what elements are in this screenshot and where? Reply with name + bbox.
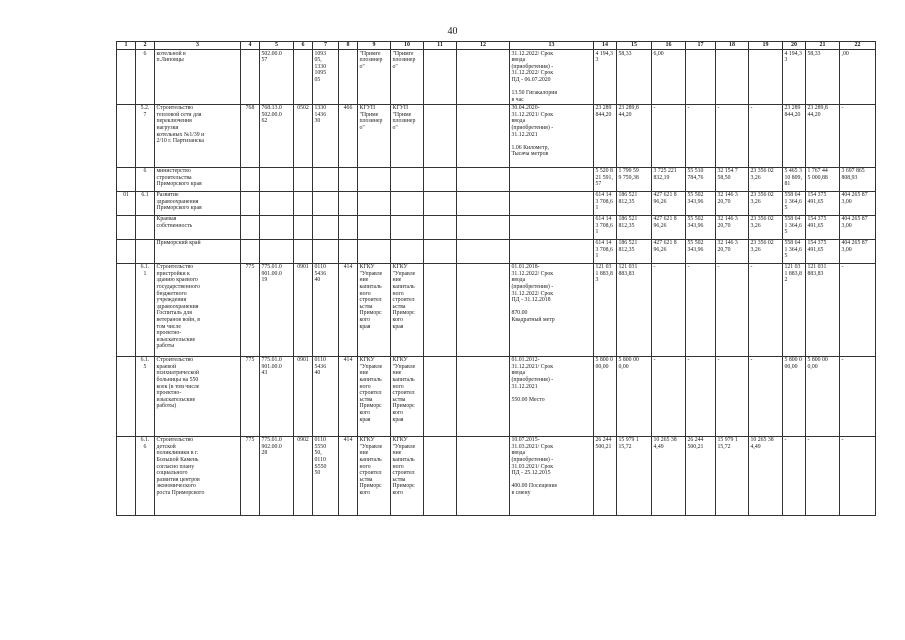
table-cell bbox=[457, 263, 510, 356]
table-cell: 404 265 87 3,00 bbox=[840, 191, 876, 215]
table-cell: Строительство детской поликлиники в г. Большой Камень согласно плану социального развития центров экономического роста Приморского bbox=[155, 436, 241, 515]
table-cell bbox=[339, 239, 358, 263]
table-cell: 4 194,3 3 bbox=[783, 50, 806, 105]
table-cell: Краевая собственность bbox=[155, 215, 241, 239]
table-cell bbox=[424, 356, 457, 436]
table-cell: 404 265 87 3,00 bbox=[840, 215, 876, 239]
table-cell: Развитие здравоохранения Приморского края bbox=[155, 191, 241, 215]
table-cell bbox=[313, 191, 339, 215]
table-cell bbox=[117, 167, 136, 191]
table-row bbox=[117, 104, 876, 167]
table-cell: 01.01.2018- 31.12.2022/ Срок ввода (приобретения) - 31.12.2022/ Срок ПД - 31.12.2018 870.00 Квадратный метр bbox=[510, 263, 594, 356]
table-cell: 10.07.2015- 31.03.2021/ Срок ввода (приобретения) - 31.03.2021/ Срок ПД - 25.12.2015 400.00 Посещение в смену bbox=[510, 436, 594, 515]
table-cell: 775 bbox=[241, 436, 260, 515]
table-cell bbox=[686, 50, 716, 105]
table-cell: 6.1. 6 bbox=[136, 436, 155, 515]
header-cell: 4 bbox=[241, 42, 260, 50]
header-cell: 2 bbox=[136, 42, 155, 50]
table-cell: 26 244 500,21 bbox=[594, 436, 617, 515]
table-cell bbox=[749, 50, 783, 105]
table-cell: 775.01.0 901.00.0 19 bbox=[260, 263, 294, 356]
table-cell bbox=[424, 104, 457, 167]
table-cell: 23 356 02 3,26 bbox=[749, 191, 783, 215]
table-cell bbox=[260, 191, 294, 215]
table-cell: 6.1. 1 bbox=[136, 263, 155, 356]
header-cell: 18 bbox=[716, 42, 749, 50]
table-cell bbox=[716, 50, 749, 105]
header-cell: 11 bbox=[424, 42, 457, 50]
table-cell: Строительство пристройки к зданию краевого государственного бюджетного учреждения здравоохранения Госпиталь для ветеранов войн, в том числе проектно- изыскательские работы bbox=[155, 263, 241, 356]
table-cell: КГКУ "Управле ние капиталь ного строител ьства Приморс кого края bbox=[358, 356, 391, 436]
table-cell: 0110 5436 40 bbox=[313, 263, 339, 356]
table-cell: 1093 05, 1330 1095 05 bbox=[313, 50, 339, 105]
table-cell: Строительство краевой психиатрической больницы на 550 коек (в том числе проектно- изыскательские работы) bbox=[155, 356, 241, 436]
table-cell: 55 502 343,96 bbox=[686, 191, 716, 215]
header-cell: 9 bbox=[358, 42, 391, 50]
table-cell: 6.1 bbox=[136, 191, 155, 215]
table-cell: 414 bbox=[339, 263, 358, 356]
table-cell: КГУП "Приме плозинер о" bbox=[358, 104, 391, 167]
table-cell: 0902 bbox=[294, 436, 313, 515]
table-cell: 775.01.0 902.00.0 28 bbox=[260, 436, 294, 515]
table-cell: 1330 1436 30 bbox=[313, 104, 339, 167]
table-cell: 32 154 7 58,50 bbox=[716, 167, 749, 191]
table-cell: КГКУ "Управле ние капиталь ного строител ьства Приморс кого края bbox=[391, 263, 424, 356]
table-cell: 58,33 bbox=[617, 50, 652, 105]
table-cell bbox=[313, 239, 339, 263]
table-cell bbox=[457, 104, 510, 167]
table-cell bbox=[117, 436, 136, 515]
table-cell: 1 799 59 9 759,38 bbox=[617, 167, 652, 191]
table-cell bbox=[358, 191, 391, 215]
header-cell: 1 bbox=[117, 42, 136, 50]
header-cell: 17 bbox=[686, 42, 716, 50]
table-cell bbox=[241, 50, 260, 105]
table-cell: министерство строительства Приморского края bbox=[155, 167, 241, 191]
table-cell bbox=[260, 239, 294, 263]
table-cell: 58,33 bbox=[806, 50, 840, 105]
table-cell: 404 265 87 3,00 bbox=[840, 239, 876, 263]
table-cell: 0502 bbox=[294, 104, 313, 167]
table-cell bbox=[313, 215, 339, 239]
table-cell: 558 64 1 364,6 5 bbox=[783, 191, 806, 215]
table-cell: 121 03 1 883,8 2 bbox=[783, 263, 806, 356]
table-cell: 55 510 784,76 bbox=[686, 167, 716, 191]
header-cell: 21 bbox=[806, 42, 840, 50]
table-cell: 23 356 02 3,26 bbox=[749, 215, 783, 239]
table-cell: 32 146 3 20,70 bbox=[716, 215, 749, 239]
table-cell bbox=[294, 239, 313, 263]
table-cell bbox=[117, 356, 136, 436]
table-cell: 121 03 1 883,8 3 bbox=[594, 263, 617, 356]
table-cell bbox=[391, 239, 424, 263]
table-cell: КГКУ "Управле ние капиталь ного строител ьства Приморс кого края bbox=[391, 356, 424, 436]
table-cell: 01.01.2012- 31.12.2021/ Срок ввода (приобретения) - 31.12.2021 550.00 Место bbox=[510, 356, 594, 436]
table-cell: 466 bbox=[339, 104, 358, 167]
header-cell: 22 bbox=[840, 42, 876, 50]
table-cell: "Примге плозинер о" bbox=[358, 50, 391, 105]
table-cell bbox=[241, 191, 260, 215]
table-cell: 5 800 0 00,00 bbox=[594, 356, 617, 436]
table-cell: 154 375 491,65 bbox=[806, 215, 840, 239]
table-cell bbox=[339, 191, 358, 215]
table-cell: 775.01.0 901.00.0 43 bbox=[260, 356, 294, 436]
table-cell bbox=[136, 215, 155, 239]
table-cell: 0901 bbox=[294, 356, 313, 436]
table-row bbox=[117, 167, 876, 191]
table-cell: 15 979 1 15,72 bbox=[617, 436, 652, 515]
table-cell: 775 bbox=[241, 356, 260, 436]
table-cell bbox=[339, 50, 358, 105]
table-cell: 23 356 02 3,26 bbox=[749, 239, 783, 263]
header-cell: 20 bbox=[783, 42, 806, 50]
table-row bbox=[117, 215, 876, 239]
table-cell: 5 800 0 00,00 bbox=[783, 356, 806, 436]
table-cell: 5.2. 7 bbox=[136, 104, 155, 167]
table-cell bbox=[457, 50, 510, 105]
table-cell bbox=[457, 191, 510, 215]
header-cell: 16 bbox=[652, 42, 686, 50]
table-cell bbox=[117, 263, 136, 356]
table-cell bbox=[358, 167, 391, 191]
table-cell: 3 697 865 808,93 bbox=[840, 167, 876, 191]
table-cell: 558 64 1 364,6 5 bbox=[783, 215, 806, 239]
table-cell: - bbox=[749, 356, 783, 436]
table-cell: 10 265 38 4,49 bbox=[749, 436, 783, 515]
table-cell bbox=[424, 436, 457, 515]
table-cell: КГУП "Приме плозинер о" bbox=[391, 104, 424, 167]
table-cell bbox=[510, 215, 594, 239]
table-cell: 414 bbox=[339, 436, 358, 515]
table-cell bbox=[457, 356, 510, 436]
table-cell: 427 621 8 96,26 bbox=[652, 215, 686, 239]
header-cell: 15 bbox=[617, 42, 652, 50]
table-cell: - bbox=[686, 104, 716, 167]
header-cell: 5 bbox=[260, 42, 294, 50]
table-cell bbox=[313, 167, 339, 191]
table-cell: Строительство тепловой сети для переключения нагрузки котельных №1/39 и 2/10 г. Партизанска bbox=[155, 104, 241, 167]
page-number: 40 bbox=[447, 26, 458, 37]
table-cell: 23 289 844,20 bbox=[783, 104, 806, 167]
table-cell: 6.1. 5 bbox=[136, 356, 155, 436]
header-cell: 3 bbox=[155, 42, 241, 50]
table-cell: 614 14 3 708,6 1 bbox=[594, 191, 617, 215]
table-cell: 55 502 343,96 bbox=[686, 239, 716, 263]
table-cell bbox=[117, 239, 136, 263]
table-cell bbox=[241, 167, 260, 191]
table-cell: 01 bbox=[117, 191, 136, 215]
table-cell: - bbox=[652, 104, 686, 167]
table-cell bbox=[510, 239, 594, 263]
table-cell: - bbox=[840, 356, 876, 436]
table-row bbox=[117, 436, 876, 515]
table-cell: - bbox=[840, 104, 876, 167]
table-cell bbox=[339, 215, 358, 239]
table-cell: - bbox=[686, 356, 716, 436]
table-cell: - bbox=[716, 263, 749, 356]
header-cell: 14 bbox=[594, 42, 617, 50]
table-cell: 121 031 883,83 bbox=[617, 263, 652, 356]
header-cell: 7 bbox=[313, 42, 339, 50]
table-cell: - bbox=[652, 263, 686, 356]
table-cell: 23 289,8 44,20 bbox=[617, 104, 652, 167]
table-cell: 154 375 491,65 bbox=[806, 191, 840, 215]
table-cell: 23 356 02 3,26 bbox=[749, 167, 783, 191]
table-cell bbox=[510, 191, 594, 215]
table-cell bbox=[117, 50, 136, 105]
table-cell bbox=[358, 215, 391, 239]
table-cell: 32 146 3 20,70 bbox=[716, 191, 749, 215]
table-cell: 5 800 00 0,00 bbox=[806, 356, 840, 436]
table-cell: - bbox=[652, 356, 686, 436]
table-cell: КГКУ "Управле ние капиталь ного строител ьства Приморс кого bbox=[391, 436, 424, 515]
table-cell bbox=[457, 215, 510, 239]
table-cell: 15 979 1 15,72 bbox=[716, 436, 749, 515]
table-cell: 558 64 1 364,6 5 bbox=[783, 239, 806, 263]
table-cell bbox=[391, 215, 424, 239]
table-cell: 414 bbox=[339, 356, 358, 436]
table-cell: 55 502 343,96 bbox=[686, 215, 716, 239]
header-cell: 10 bbox=[391, 42, 424, 50]
table-cell bbox=[117, 215, 136, 239]
table-cell bbox=[424, 215, 457, 239]
table-cell: 186 521 812,35 bbox=[617, 215, 652, 239]
table-cell: 6 bbox=[136, 167, 155, 191]
table-row bbox=[117, 50, 876, 105]
table-cell: - bbox=[749, 263, 783, 356]
table-cell bbox=[294, 215, 313, 239]
table-cell bbox=[424, 239, 457, 263]
table-cell bbox=[294, 191, 313, 215]
table-cell bbox=[339, 167, 358, 191]
table-cell: 614 14 3 708,6 1 bbox=[594, 239, 617, 263]
table-cell: - bbox=[840, 436, 876, 515]
header-cell: 8 bbox=[339, 42, 358, 50]
table-cell bbox=[241, 215, 260, 239]
table-row bbox=[117, 263, 876, 356]
table-cell: 0110 5436 40 bbox=[313, 356, 339, 436]
table-cell bbox=[117, 104, 136, 167]
header-cell: 6 bbox=[294, 42, 313, 50]
table-cell bbox=[424, 167, 457, 191]
table-cell: 32 146 3 20,70 bbox=[716, 239, 749, 263]
table-cell bbox=[241, 239, 260, 263]
table-cell: - bbox=[783, 436, 806, 515]
table-cell: 775 bbox=[241, 263, 260, 356]
budget-table bbox=[116, 41, 876, 516]
table-cell bbox=[510, 167, 594, 191]
table-cell: 4 194,3 3 bbox=[594, 50, 617, 105]
table-cell: 121 031 883,83 bbox=[806, 263, 840, 356]
table-cell bbox=[457, 436, 510, 515]
table-cell: 23 289,8 44,20 bbox=[806, 104, 840, 167]
table-cell: 427 621 8 96,26 bbox=[652, 191, 686, 215]
table-cell: 23 289 844,20 bbox=[594, 104, 617, 167]
table-row bbox=[117, 239, 876, 263]
table-cell: 6,00 bbox=[652, 50, 686, 105]
table-cell bbox=[260, 167, 294, 191]
table-cell: - bbox=[806, 436, 840, 515]
header-row bbox=[117, 42, 876, 50]
table-cell: 502.00.0 57 bbox=[260, 50, 294, 105]
table-cell: 3 725 221 832,19 bbox=[652, 167, 686, 191]
table-cell: 26 244 500,21 bbox=[686, 436, 716, 515]
table-cell bbox=[424, 50, 457, 105]
header-cell: 13 bbox=[510, 42, 594, 50]
table-cell: 614 14 3 708,6 1 bbox=[594, 215, 617, 239]
table-cell: 154 375 491,65 bbox=[806, 239, 840, 263]
table-cell: 5 800 00 0,00 bbox=[617, 356, 652, 436]
table-cell: КГКУ "Управле ние капиталь ного строител ьства Приморс кого bbox=[358, 436, 391, 515]
table-cell: - bbox=[840, 263, 876, 356]
table-cell: Приморский край bbox=[155, 239, 241, 263]
table-cell bbox=[358, 239, 391, 263]
table-cell: - bbox=[686, 263, 716, 356]
table-cell: 768 bbox=[241, 104, 260, 167]
table-cell: 5 520 8 21 591, 57 bbox=[594, 167, 617, 191]
table-cell: 1 767 44 5 000,88 bbox=[806, 167, 840, 191]
table-cell: 10 265 38 4,49 bbox=[652, 436, 686, 515]
table-cell: 186 521 812,35 bbox=[617, 239, 652, 263]
table-cell: ,00 bbox=[840, 50, 876, 105]
table-cell: 186 521 812,35 bbox=[617, 191, 652, 215]
table-cell bbox=[391, 167, 424, 191]
table-cell: 0110 5550 50, 0110 S550 50 bbox=[313, 436, 339, 515]
table-cell bbox=[457, 167, 510, 191]
table-cell: 30.04.2020- 31.12.2021/ Срок ввода (приобретения) - 31.12.2021 1.06 Километр, Тысяча метров bbox=[510, 104, 594, 167]
table-cell: - bbox=[716, 104, 749, 167]
header-cell: 12 bbox=[457, 42, 510, 50]
table-cell: КГКУ "Управле ние капиталь ного строител ьства Приморс кого края bbox=[358, 263, 391, 356]
table-cell: - bbox=[749, 104, 783, 167]
table-cell bbox=[424, 191, 457, 215]
table-row bbox=[117, 356, 876, 436]
table-cell: 427 621 8 96,26 bbox=[652, 239, 686, 263]
table-cell bbox=[294, 167, 313, 191]
table-cell bbox=[391, 191, 424, 215]
table-cell: 31.12.2022/ Срок ввода (приобретения) - 31.12.2022/ Срок ПД - 06.07.2020 13.50 Гигакалория в час bbox=[510, 50, 594, 105]
table-cell: - bbox=[716, 356, 749, 436]
table-cell bbox=[136, 239, 155, 263]
table-cell: "Примге плозинер о" bbox=[391, 50, 424, 105]
table-cell: 768.13.0 502.00.0 62 bbox=[260, 104, 294, 167]
table-cell: котельной в п.Липовцы bbox=[155, 50, 241, 105]
table-cell: 6 bbox=[136, 50, 155, 105]
table-row bbox=[117, 191, 876, 215]
header-cell: 19 bbox=[749, 42, 783, 50]
table-cell bbox=[294, 50, 313, 105]
table-cell: 5 465 3 10 809, 81 bbox=[783, 167, 806, 191]
table-cell bbox=[457, 239, 510, 263]
table-cell: 0901 bbox=[294, 263, 313, 356]
table-cell bbox=[424, 263, 457, 356]
table-cell bbox=[260, 215, 294, 239]
